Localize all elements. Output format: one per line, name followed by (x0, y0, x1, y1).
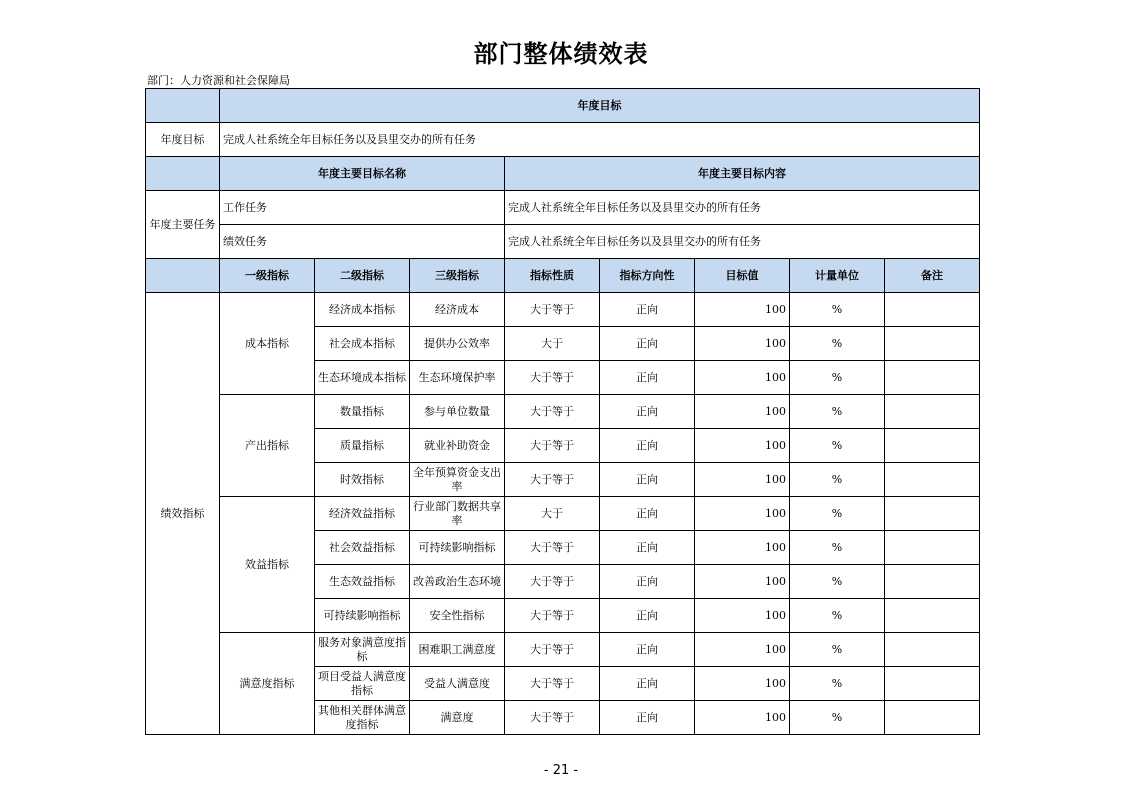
indicator-nature: 大于等于 (505, 395, 600, 429)
level3-indicator: 就业补助资金 (410, 429, 505, 463)
task-content: 完成人社系统全年目标任务以及县里交办的所有任务 (505, 225, 980, 259)
indicator-direction: 正向 (600, 395, 695, 429)
level3-indicator: 行业部门数据共享率 (410, 497, 505, 531)
task-content-header: 年度主要目标内容 (505, 157, 980, 191)
level2-indicator: 项目受益人满意度指标 (315, 667, 410, 701)
level1-indicator: 效益指标 (220, 497, 315, 633)
target-value: 100 (695, 599, 790, 633)
indicator-nature: 大于等于 (505, 599, 600, 633)
measure-unit: % (790, 497, 885, 531)
indicator-direction: 正向 (600, 293, 695, 327)
level3-indicator: 困难职工满意度 (410, 633, 505, 667)
task-name-header: 年度主要目标名称 (220, 157, 505, 191)
task-row (146, 225, 980, 259)
column-header: 指标性质 (505, 259, 600, 293)
level1-indicator: 满意度指标 (220, 633, 315, 735)
column-header: 一级指标 (220, 259, 315, 293)
target-value: 100 (695, 633, 790, 667)
level1-indicator: 成本指标 (220, 293, 315, 395)
level3-indicator: 提供办公效率 (410, 327, 505, 361)
indicator-direction: 正向 (600, 327, 695, 361)
task-header-row (146, 157, 980, 191)
task-header-corner (146, 157, 220, 191)
level3-indicator: 经济成本 (410, 293, 505, 327)
level2-indicator: 生态效益指标 (315, 565, 410, 599)
annual-goal-label: 年度目标 (146, 123, 220, 157)
indicator-nature: 大于等于 (505, 361, 600, 395)
column-header: 目标值 (695, 259, 790, 293)
remark (885, 429, 980, 463)
indicator-direction: 正向 (600, 531, 695, 565)
indicator-nature: 大于等于 (505, 633, 600, 667)
indicator-direction: 正向 (600, 599, 695, 633)
indicator-direction: 正向 (600, 565, 695, 599)
indicator-direction: 正向 (600, 667, 695, 701)
level3-indicator: 可持续影响指标 (410, 531, 505, 565)
indicator-nature: 大于等于 (505, 531, 600, 565)
target-value: 100 (695, 531, 790, 565)
indicator-nature: 大于等于 (505, 667, 600, 701)
measure-unit: % (790, 327, 885, 361)
perf-indicator-label: 绩效指标 (146, 293, 220, 735)
page-title: 部门整体绩效表 (473, 40, 649, 68)
indicator-row (146, 293, 980, 327)
task-name: 工作任务 (220, 191, 505, 225)
target-value: 100 (695, 565, 790, 599)
remark (885, 565, 980, 599)
measure-unit: % (790, 667, 885, 701)
task-content: 完成人社系统全年目标任务以及县里交办的所有任务 (505, 191, 980, 225)
remark (885, 497, 980, 531)
indicator-row (146, 633, 980, 667)
level2-indicator: 质量指标 (315, 429, 410, 463)
indicator-nature: 大于 (505, 497, 600, 531)
level3-indicator: 改善政治生态环境 (410, 565, 505, 599)
column-header: 二级指标 (315, 259, 410, 293)
measure-unit: % (790, 463, 885, 497)
column-header-row (146, 259, 980, 293)
remark (885, 327, 980, 361)
department-label: 部门：人力资源和社会保障局 (147, 74, 290, 87)
target-value: 100 (695, 429, 790, 463)
indicator-direction: 正向 (600, 361, 695, 395)
level2-indicator: 经济效益指标 (315, 497, 410, 531)
target-value: 100 (695, 497, 790, 531)
main-task-label: 年度主要任务 (146, 191, 220, 259)
measure-unit: % (790, 531, 885, 565)
remark (885, 395, 980, 429)
indicator-nature: 大于等于 (505, 293, 600, 327)
remark (885, 701, 980, 735)
header-corner-cell (146, 89, 220, 123)
indicator-nature: 大于等于 (505, 701, 600, 735)
column-header: 备注 (885, 259, 980, 293)
target-value: 100 (695, 667, 790, 701)
level3-indicator: 参与单位数量 (410, 395, 505, 429)
level3-indicator: 受益人满意度 (410, 667, 505, 701)
column-header: 计量单位 (790, 259, 885, 293)
level2-indicator: 社会效益指标 (315, 531, 410, 565)
target-value: 100 (695, 395, 790, 429)
target-value: 100 (695, 361, 790, 395)
measure-unit: % (790, 293, 885, 327)
measure-unit: % (790, 565, 885, 599)
column-header: 指标方向性 (600, 259, 695, 293)
level2-indicator: 服务对象满意度指标 (315, 633, 410, 667)
indicator-direction: 正向 (600, 497, 695, 531)
level3-indicator: 安全性指标 (410, 599, 505, 633)
remark (885, 599, 980, 633)
page-number: - 21 - (543, 763, 579, 778)
indicator-direction: 正向 (600, 429, 695, 463)
remark (885, 667, 980, 701)
measure-unit: % (790, 429, 885, 463)
level3-indicator: 生态环境保护率 (410, 361, 505, 395)
target-value: 100 (695, 701, 790, 735)
target-value: 100 (695, 463, 790, 497)
level2-indicator: 社会成本指标 (315, 327, 410, 361)
remark (885, 463, 980, 497)
indicator-nature: 大于等于 (505, 429, 600, 463)
annual-goal-header-row (146, 89, 980, 123)
measure-unit: % (790, 395, 885, 429)
indicator-direction: 正向 (600, 701, 695, 735)
level2-indicator: 其他相关群体满意度指标 (315, 701, 410, 735)
indicator-nature: 大于等于 (505, 565, 600, 599)
annual-goal-text: 完成人社系统全年目标任务以及县里交办的所有任务 (220, 123, 980, 157)
level1-indicator: 产出指标 (220, 395, 315, 497)
target-value: 100 (695, 293, 790, 327)
measure-unit: % (790, 701, 885, 735)
indicator-nature: 大于 (505, 327, 600, 361)
performance-table (145, 88, 980, 735)
level2-indicator: 生态环境成本指标 (315, 361, 410, 395)
level2-indicator: 时效指标 (315, 463, 410, 497)
indicator-direction: 正向 (600, 463, 695, 497)
remark (885, 293, 980, 327)
level2-indicator: 经济成本指标 (315, 293, 410, 327)
annual-goal-header: 年度目标 (220, 89, 980, 123)
column-header-corner (146, 259, 220, 293)
task-name: 绩效任务 (220, 225, 505, 259)
indicator-nature: 大于等于 (505, 463, 600, 497)
column-header: 三级指标 (410, 259, 505, 293)
annual-goal-row (146, 123, 980, 157)
remark (885, 361, 980, 395)
level3-indicator: 满意度 (410, 701, 505, 735)
level3-indicator: 全年预算资金支出率 (410, 463, 505, 497)
indicator-direction: 正向 (600, 633, 695, 667)
level2-indicator: 可持续影响指标 (315, 599, 410, 633)
remark (885, 531, 980, 565)
measure-unit: % (790, 599, 885, 633)
measure-unit: % (790, 361, 885, 395)
indicator-row (146, 497, 980, 531)
remark (885, 633, 980, 667)
target-value: 100 (695, 327, 790, 361)
indicator-row (146, 395, 980, 429)
level2-indicator: 数量指标 (315, 395, 410, 429)
task-row (146, 191, 980, 225)
measure-unit: % (790, 633, 885, 667)
